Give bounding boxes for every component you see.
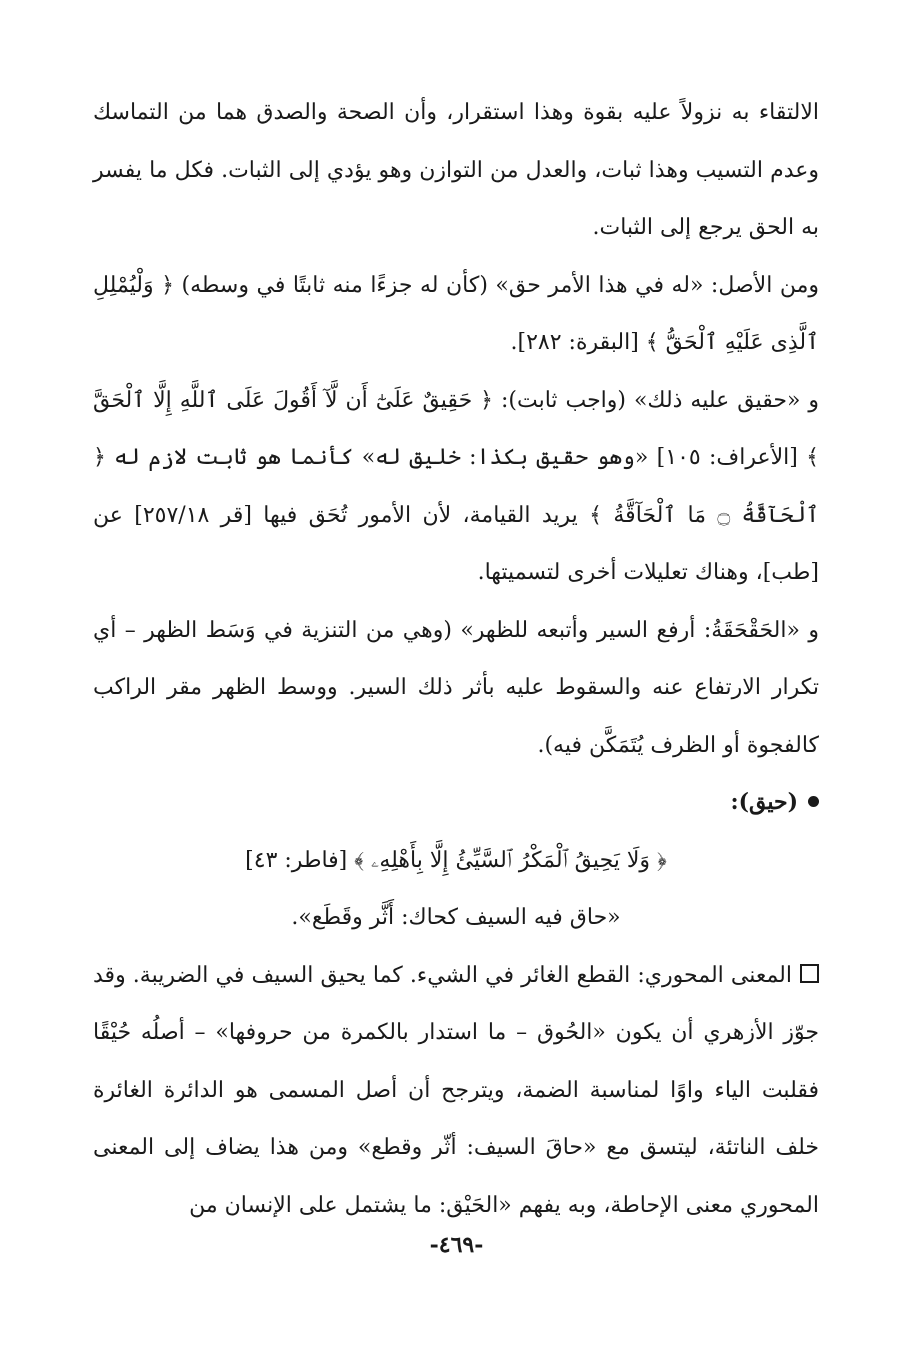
paragraph-2: ومن الأصل: «له في هذا الأمر حق» (كأن له جزءًا منه ثابتًا في وسطه) ﴿ وَلْيُمْلِلِ ٱلَّذِى عَلَيْهِ ٱلْحَقُّ ﴾ [البقرة: ٢٨٢]. [93, 272, 819, 355]
section-heading-text: (حيق): [730, 789, 798, 815]
core-meaning-text: المعنى المحوري: القطع الغائر في الشيء. كما يحيق السيف في الضريبة. وقد جوّز الأزهري أن يكون «الحُوق – ما استدار بالكمرة من حروفها» – أصلُه حُيْقًا فقلبت الياء واوًا لمناسبة الضمة، ويترجح أن أصل المسمى هو الدائرة الغائرة خلف الناتئة، ليتسق مع «حاقَ السيف: أثّر وقطع» ومن هذا يضاف إلى المعنى المحوري معنى الإحاطة، وبه يفهم «الحَيْق: ما يشتمل على الإنسان من [93, 962, 819, 1218]
quranic-verse: ﴿ وَلَا يَحِيقُ ٱلْمَكْرُ ٱلسَّيِّئُ إِلَّا بِأَهْلِهِۦ ﴾ [فاطر: ٤٣] [245, 847, 667, 873]
bullet-icon [808, 796, 819, 807]
paragraph-4: و «الحَقْحَقَةُ: أرفع السير وأتبعه للظهر» (وهي من التنزية في وَسَط الظهر – أي تكرار الارتفاع عنه والسقوط عليه بأثر ذلك السير. ووسط الظهر مقر الراكب كالفجوة أو الظرف يُتَمَكَّن فيه). [93, 617, 819, 758]
body-text [93, 84, 819, 1234]
core-meaning-paragraph [93, 947, 819, 1235]
quoted-phrase: «حاق فيه السيف كحاك: أَثَّر وقَطَع». [291, 905, 621, 930]
paragraph-1: الالتقاء به نزولاً عليه بقوة وهذا استقرار، وأن الصحة والصدق هما من التماسك وعدم التسيب وهذا ثبات، والعدل من التوازن وهو يؤدي إلى الثبات. فكل ما يفسر به الحق يرجع إلى الثبات. [93, 100, 819, 240]
page-number: -٤٦٩- [429, 1232, 484, 1258]
square-marker-icon [800, 964, 819, 983]
paragraph-3: و «حقيق عليه ذلك» (واجب ثابت): ﴿ حَقِيقٌ عَلَىٰٓ أَن لَّآ أَقُولَ عَلَى ٱللَّهِ إِلَّا ٱلْحَقَّ ﴾ [الأعراف: ١٠٥] «وهو حقيق بكذا: خليق له» كأنما هو ثابت لازم له ﴿ ٱلْحَآقَّةُ ۝ مَا ٱلْحَآقَّةُ ﴾ يريد القيامة، لأن الأمور تُحَق فيها [قر ٢٥٧/١٨] عن [طب]، وهناك تعليلات أخرى لتسميتها. [93, 387, 820, 585]
section-heading [93, 774, 819, 832]
